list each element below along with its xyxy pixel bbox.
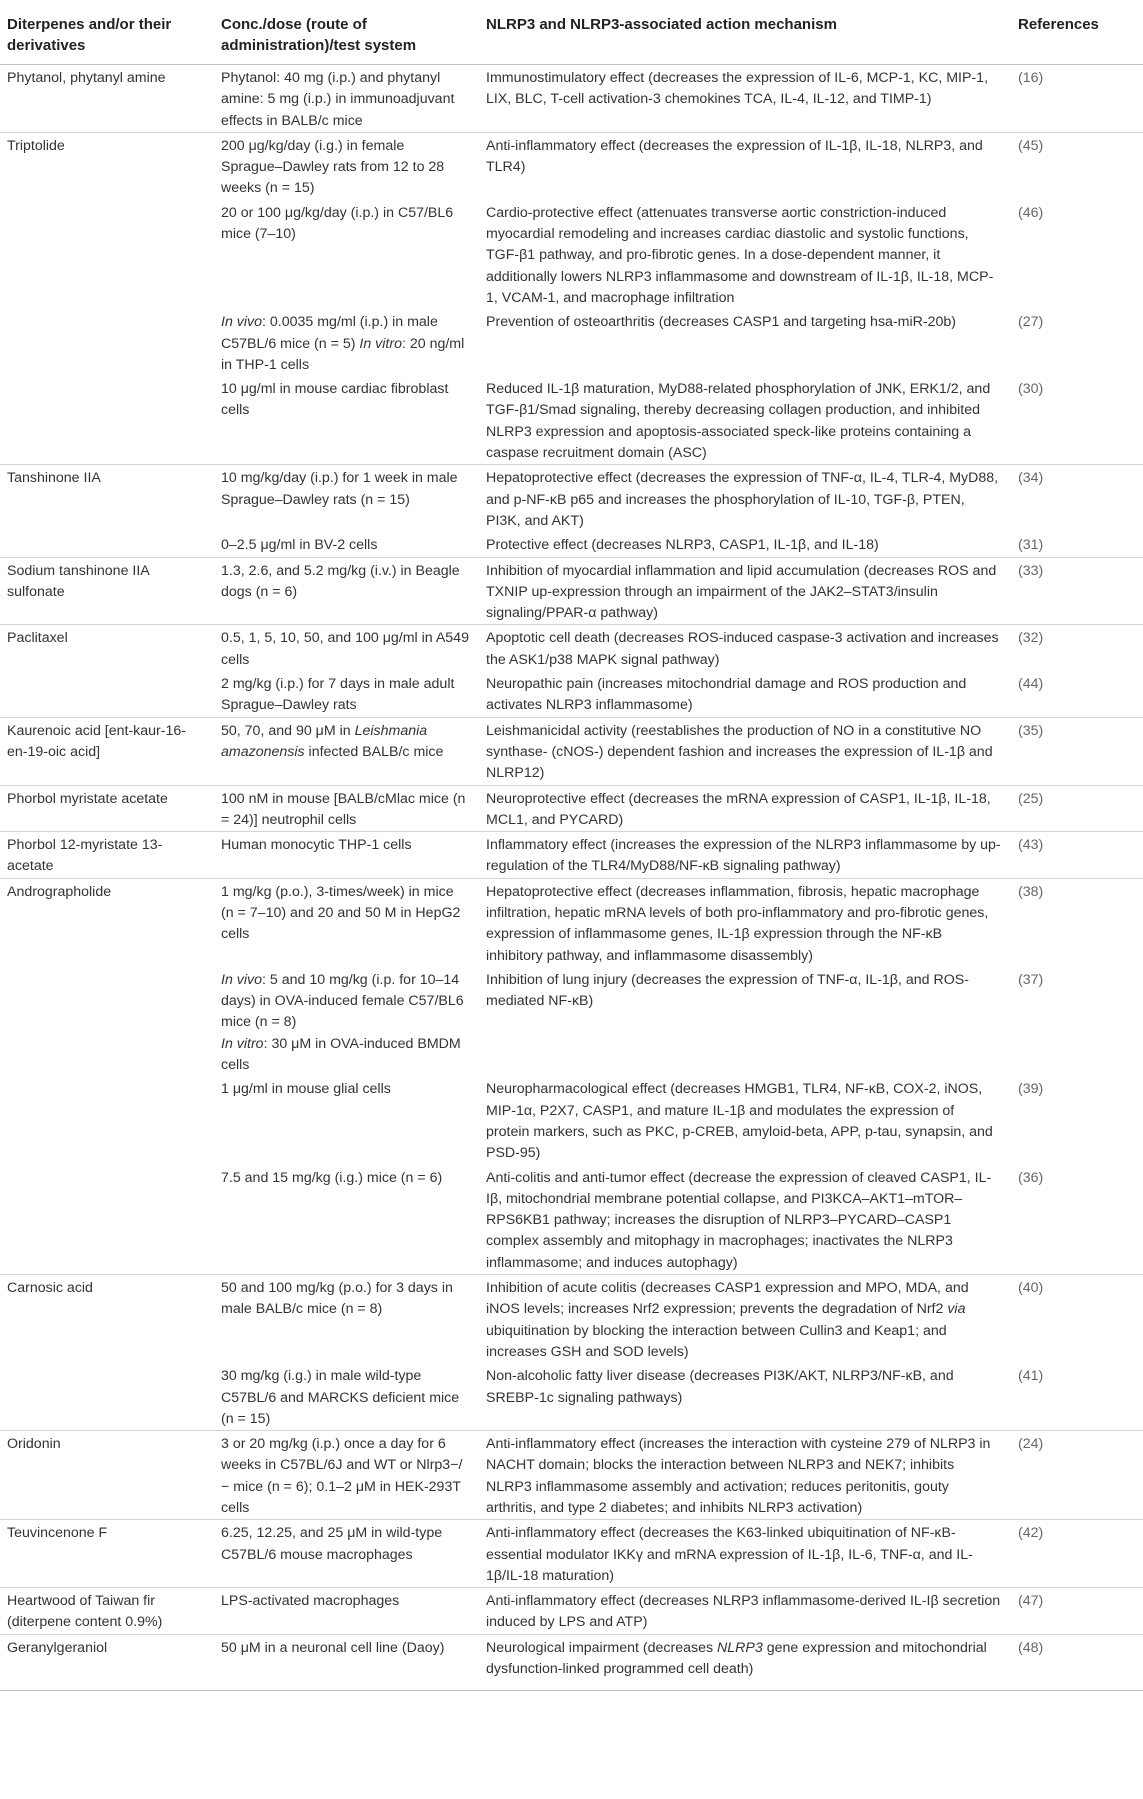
compound-cell: Paclitaxel xyxy=(0,625,214,671)
reference-cell[interactable]: (48) xyxy=(1011,1634,1143,1691)
mechanism-cell: Inhibition of lung injury (decreases the expression of TNF-α, IL-1β, and ROS-mediated NF-κB) xyxy=(486,971,969,1010)
dose-cell: 200 μg/kg/day (i.g.) in female Sprague–Dawley rats from 12 to 28 weeks (n = 15) xyxy=(214,132,479,199)
mechanism-cell: Reduced IL-1β maturation, MyD88-related phosphorylation of JNK, ERK1/2, and TGF-β1/Smad signaling, thereby decreasing collagen production, and inhibited NLRP3 expression and apoptosis-associated speck-like proteins containing a caspase recruitment domain (ASC) xyxy=(486,381,991,462)
dose-cell: 0.5, 1, 5, 10, 50, and 100 μg/ml in A549 cells xyxy=(214,625,479,671)
reference-cell[interactable]: (24) xyxy=(1011,1431,1143,1520)
dose-cell: 1.3, 2.6, and 5.2 mg/kg (i.v.) in Beagle dogs (n = 6) xyxy=(214,557,479,625)
reference-cell[interactable]: (34) xyxy=(1011,465,1143,532)
compound-cell: Triptolide xyxy=(0,132,214,199)
table-row xyxy=(0,200,1143,309)
reference-cell[interactable]: (39) xyxy=(1018,1081,1044,1098)
dose-cell: Phytanol: 40 mg (i.p.) and phytanyl amine: 5 mg (i.p.) in immunoadjuvant effects in BALB/c mice xyxy=(214,65,479,133)
mechanism-text-end: ubiquitination by blocking the interaction between Cullin3 and Keap1; and increases GSH and SOD levels) xyxy=(486,1322,947,1360)
mechanism-cell: Anti-inflammatory effect (increases the interaction with cysteine 279 of NLRP3 in NACHT domain; blocks the interaction between NLRP3 and NEK7; inhibits NLRP3 inflammasome assembly and activation; reduces peritonitis, gouty arthritis, and type 2 diabetes; and inhibits NLRP3 activation) xyxy=(479,1431,1011,1520)
table-row xyxy=(0,376,1143,465)
reference-cell[interactable]: (46) xyxy=(1018,204,1044,221)
mechanism-text: Neurological impairment (decreases xyxy=(486,1639,718,1656)
mechanism-cell: Anti-inflammatory effect (decreases NLRP3 inflammasome-derived IL-Iβ secretion induced by LPS and ATP) xyxy=(479,1588,1011,1635)
dose-in-vivo-text: : 0.0035 mg/ml (i.p.) in male C57BL/6 mice (n = 5) xyxy=(221,314,438,352)
dose-in-vivo-label: In vivo xyxy=(221,314,263,331)
mechanism-cell: Hepatoprotective effect (decreases inflammation, fibrosis, hepatic macrophage infiltration, hepatic mRNA levels of both pro-inflammatory and pro-fibrotic genes, expression of inflammasome genes, IL-1β expression through the NF-κB inhibitory pathway, and inflammasome disassembly) xyxy=(479,878,1011,967)
dose-species: Leishmania amazonensis xyxy=(221,722,428,760)
mechanism-cell: Prevention of osteoarthritis (decreases CASP1 and targeting hsa-miR-20b) xyxy=(486,314,956,331)
mechanism-cell: Neuropathic pain (increases mitochondrial damage and ROS production and activates NLRP3 inflammasome) xyxy=(486,676,967,714)
compound-cell: Carnosic acid xyxy=(0,1275,214,1364)
table-row xyxy=(0,65,1143,133)
table-row xyxy=(0,532,1143,557)
compound-cell xyxy=(0,1363,214,1430)
table-row xyxy=(0,465,1143,532)
diterpenes-table xyxy=(0,5,1143,1691)
dose-cell: 10 μg/ml in mouse cardiac fibroblast cells xyxy=(221,381,449,419)
mechanism-cell: Inflammatory effect (increases the expression of the NLRP3 inflammasome by up-regulation of the TLR4/MyD88/NF-κB signaling pathway) xyxy=(479,832,1011,879)
reference-cell[interactable]: (32) xyxy=(1011,625,1143,671)
table-row xyxy=(0,557,1143,625)
table-row xyxy=(0,309,1143,376)
mechanism-cell: Anti-inflammatory effect (decreases the K63-linked ubiquitination of NF-κB-essential modulator IKKγ and mRNA expression of IL-1β, IL-6, TNF-α, and IL-1β/IL-18 maturation) xyxy=(479,1520,1011,1588)
compound-cell xyxy=(0,200,214,309)
dose-cell: 1 μg/ml in mouse glial cells xyxy=(221,1081,391,1098)
table-row xyxy=(0,832,1143,879)
table-row xyxy=(0,625,1143,671)
reference-cell[interactable]: (35) xyxy=(1011,717,1143,785)
compound-cell: Phorbol 12-myristate 13-acetate xyxy=(0,832,214,879)
mechanism-cell: Leishmanicidal activity (reestablishes the production of NO in a constitutive NO synthase- (cNOS-) dependent fashion and increases the expression of IL-1β and NLRP12) xyxy=(479,717,1011,785)
mechanism-text: Inhibition of acute colitis (decreases CASP1 expression and MPO, MDA, and iNOS levels; increases Nrf2 expression; prevents the degradation of Nrf2 xyxy=(486,1280,969,1318)
header-mechanism: NLRP3 and NLRP3-associated action mechanism xyxy=(479,5,1011,65)
compound-cell xyxy=(0,309,214,376)
compound-cell: Teuvincenone F xyxy=(0,1520,214,1588)
dose-cell: 50 and 100 mg/kg (p.o.) for 3 days in male BALB/c mice (n = 8) xyxy=(214,1275,479,1364)
compound-cell: Kaurenoic acid [ent-kaur-16-en-19-oic acid] xyxy=(0,717,214,785)
table-header xyxy=(0,5,1143,65)
mechanism-cell xyxy=(479,1634,1011,1691)
table-row xyxy=(0,671,1143,717)
mechanism-cell: Apoptotic cell death (decreases ROS-induced caspase-3 activation and increases the ASK1/p38 MAPK signal pathway) xyxy=(479,625,1011,671)
mechanism-cell: Non-alcoholic fatty liver disease (decreases PI3K/AKT, NLRP3/NF-κB, and SREBP-1c signaling pathways) xyxy=(486,1368,954,1406)
dose-in-vitro-label: In vitro xyxy=(221,1035,264,1052)
table-row xyxy=(0,1165,1143,1275)
mechanism-cell: Cardio-protective effect (attenuates transverse aortic constriction-induced myocardial remodeling and increases cardiac diastolic and systolic functions, TGF-β1 pathway, and pro-fibrotic genes. In a dose-dependent manner, it additionally lowers NLRP3 inflammasome and downstream of IL-1β, IL-18, MCP-1, VCAM-1, and macrophage infiltration xyxy=(486,204,994,306)
compound-cell xyxy=(0,376,214,465)
dose-cell xyxy=(214,717,479,785)
dose-cell: 6.25, 12.25, and 25 μM in wild-type C57BL/6 mouse macrophages xyxy=(214,1520,479,1588)
reference-cell[interactable]: (27) xyxy=(1018,314,1044,331)
table-row xyxy=(0,1520,1143,1588)
dose-cell: 50 μM in a neuronal cell line (Daoy) xyxy=(214,1634,479,1691)
compound-cell xyxy=(0,671,214,717)
reference-cell[interactable]: (16) xyxy=(1011,65,1143,133)
compound-cell: Oridonin xyxy=(0,1431,214,1520)
compound-cell xyxy=(0,532,214,557)
dose-cell xyxy=(214,967,479,1076)
mechanism-text-end: gene expression and mitochondrial dysfunction-linked programmed cell death) xyxy=(486,1639,987,1678)
table-row xyxy=(0,1588,1143,1635)
table-row xyxy=(0,878,1143,967)
table-row xyxy=(0,1363,1143,1430)
mechanism-italic: NLRP3 xyxy=(717,1639,763,1656)
table-body xyxy=(0,65,1143,1691)
reference-cell[interactable]: (43) xyxy=(1011,832,1143,879)
dose-cell: 7.5 and 15 mg/kg (i.g.) mice (n = 6) xyxy=(221,1169,443,1186)
dose-cell: 2 mg/kg (i.p.) for 7 days in male adult Sprague–Dawley rats xyxy=(221,676,455,714)
table-row xyxy=(0,1076,1143,1164)
compound-cell xyxy=(0,1165,214,1275)
table-row xyxy=(0,717,1143,785)
mechanism-cell: Neuroprotective effect (decreases the mRNA expression of CASP1, IL-1β, IL-18, MCL1, and PYCARD) xyxy=(479,785,1011,832)
table-row xyxy=(0,1431,1143,1520)
dose-cell: LPS-activated macrophages xyxy=(214,1588,479,1635)
reference-cell[interactable]: (47) xyxy=(1011,1588,1143,1635)
dose-in-vitro-text: : 20 ng/ml in THP-1 cells xyxy=(221,335,465,373)
dose-in-vitro-text: : 30 μM in OVA-induced BMDM cells xyxy=(221,1035,461,1074)
mechanism-italic: via xyxy=(947,1301,966,1318)
dose-cell: 10 mg/kg/day (i.p.) for 1 week in male Sprague–Dawley rats (n = 15) xyxy=(214,465,479,532)
dose-cell: Human monocytic THP-1 cells xyxy=(214,832,479,879)
dose-cell: 30 mg/kg (i.g.) in male wild-type C57BL/6 and MARCKS deficient mice (n = 15) xyxy=(221,1368,460,1427)
reference-cell[interactable]: (45) xyxy=(1011,132,1143,199)
compound-cell xyxy=(0,1076,214,1164)
dose-cell: 1 mg/kg (p.o.), 3-times/week) in mice (n = 7–10) and 20 and 50 M in HepG2 cells xyxy=(214,878,479,967)
reference-cell[interactable]: (44) xyxy=(1018,676,1044,693)
compound-cell xyxy=(0,967,214,1076)
dose-cell: 100 nM in mouse [BALB/cMlac mice (n = 24)] neutrophil cells xyxy=(214,785,479,832)
mechanism-cell: Protective effect (decreases NLRP3, CASP1, IL-1β, and IL-18) xyxy=(486,537,879,554)
mechanism-cell: Anti-colitis and anti-tumor effect (decrease the expression of cleaved CASP1, IL-Iβ, mitochondrial membrane potential collapse, and PI3KCA–AKT1–mTOR–RPS6KB1 pathway; increases the disruption of NLRP3–PYCARD–CASP1 complex assembly and mitophagy in macrophages; inactivates the NLRP3 inflammasome; and induces autophagy) xyxy=(486,1169,992,1271)
table-row xyxy=(0,1634,1143,1691)
reference-cell[interactable]: (31) xyxy=(1018,537,1044,554)
compound-cell: Heartwood of Taiwan fir (diterpene content 0.9%) xyxy=(0,1588,214,1635)
dose-in-vivo-text: : 5 and 10 mg/kg (i.p. for 10–14 days) in OVA-induced female C57/BL6 mice (n = 8) xyxy=(221,971,464,1031)
header-references: References xyxy=(1011,5,1143,65)
dose-text-end: infected BALB/c mice xyxy=(304,743,444,760)
table-row xyxy=(0,967,1143,1076)
reference-cell[interactable]: (25) xyxy=(1011,785,1143,832)
dose-cell: 20 or 100 μg/kg/day (i.p.) in C57/BL6 mice (7–10) xyxy=(221,204,454,243)
dose-in-vitro-label: In vitro xyxy=(359,335,402,352)
table-row xyxy=(0,1275,1143,1364)
compound-cell: Phytanol, phytanyl amine xyxy=(0,65,214,133)
compound-cell: Tanshinone IIA xyxy=(0,465,214,532)
reference-cell[interactable]: (40) xyxy=(1011,1275,1143,1364)
dose-in-vivo-label: In vivo xyxy=(221,971,263,988)
mechanism-cell: Immunostimulatory effect (decreases the expression of IL-6, MCP-1, KC, MIP-1, LIX, BLC, T-cell activation-3 chemokines TCA, IL-4, IL-12, and TIMP-1) xyxy=(479,65,1011,133)
reference-cell[interactable]: (42) xyxy=(1011,1520,1143,1588)
reference-cell[interactable]: (30) xyxy=(1018,381,1044,398)
header-dose: Conc./dose (route of administration)/test system xyxy=(214,5,479,65)
mechanism-cell: Inhibition of myocardial inflammation and lipid accumulation (decreases ROS and TXNIP up-expression through an impairment of the JAK2–STAT3/insulin signaling/PPAR-α pathway) xyxy=(479,557,1011,625)
compound-cell: Andrographolide xyxy=(0,878,214,967)
dose-cell: 0–2.5 μg/ml in BV-2 cells xyxy=(221,537,378,554)
mechanism-cell: Anti-inflammatory effect (decreases the expression of IL-1β, IL-18, NLRP3, and TLR4) xyxy=(479,132,1011,199)
dose-cell xyxy=(214,309,479,376)
mechanism-cell xyxy=(479,1275,1011,1364)
reference-cell[interactable]: (37) xyxy=(1018,971,1044,988)
reference-cell[interactable]: (36) xyxy=(1018,1169,1044,1186)
compound-cell: Phorbol myristate acetate xyxy=(0,785,214,832)
header-compound: Diterpenes and/or their derivatives xyxy=(0,5,214,65)
mechanism-cell: Neuropharmacological effect (decreases HMGB1, TLR4, NF-κB, COX-2, iNOS, MIP-1α, P2X7, CASP1, and mature IL-1β and modulates the expression of protein markers, such as PKC, p-CREB, amyloid-beta, APP, p-tau, synapsin, and PSD-95) xyxy=(486,1081,993,1162)
compound-cell: Sodium tanshinone IIA sulfonate xyxy=(0,557,214,625)
table-row xyxy=(0,785,1143,832)
header-row xyxy=(0,5,1143,65)
reference-cell[interactable]: (41) xyxy=(1018,1368,1044,1385)
dose-cell: 3 or 20 mg/kg (i.p.) once a day for 6 weeks in C57BL/6J and WT or Nlrp3−/− mice (n = 6); 0.1–2 μM in HEK-293T cells xyxy=(214,1431,479,1520)
reference-cell[interactable]: (33) xyxy=(1011,557,1143,625)
compound-cell: Geranylgeraniol xyxy=(0,1634,214,1691)
mechanism-cell: Hepatoprotective effect (decreases the expression of TNF-α, IL-4, TLR-4, MyD88, and p-NF-κB p65 and increases the phosphorylation of IL-10, TGF-β, PTEN, PI3K, and AKT) xyxy=(479,465,1011,532)
dose-text: 50, 70, and 90 μM in xyxy=(221,722,355,739)
reference-cell[interactable]: (38) xyxy=(1011,878,1143,967)
table-row xyxy=(0,132,1143,199)
